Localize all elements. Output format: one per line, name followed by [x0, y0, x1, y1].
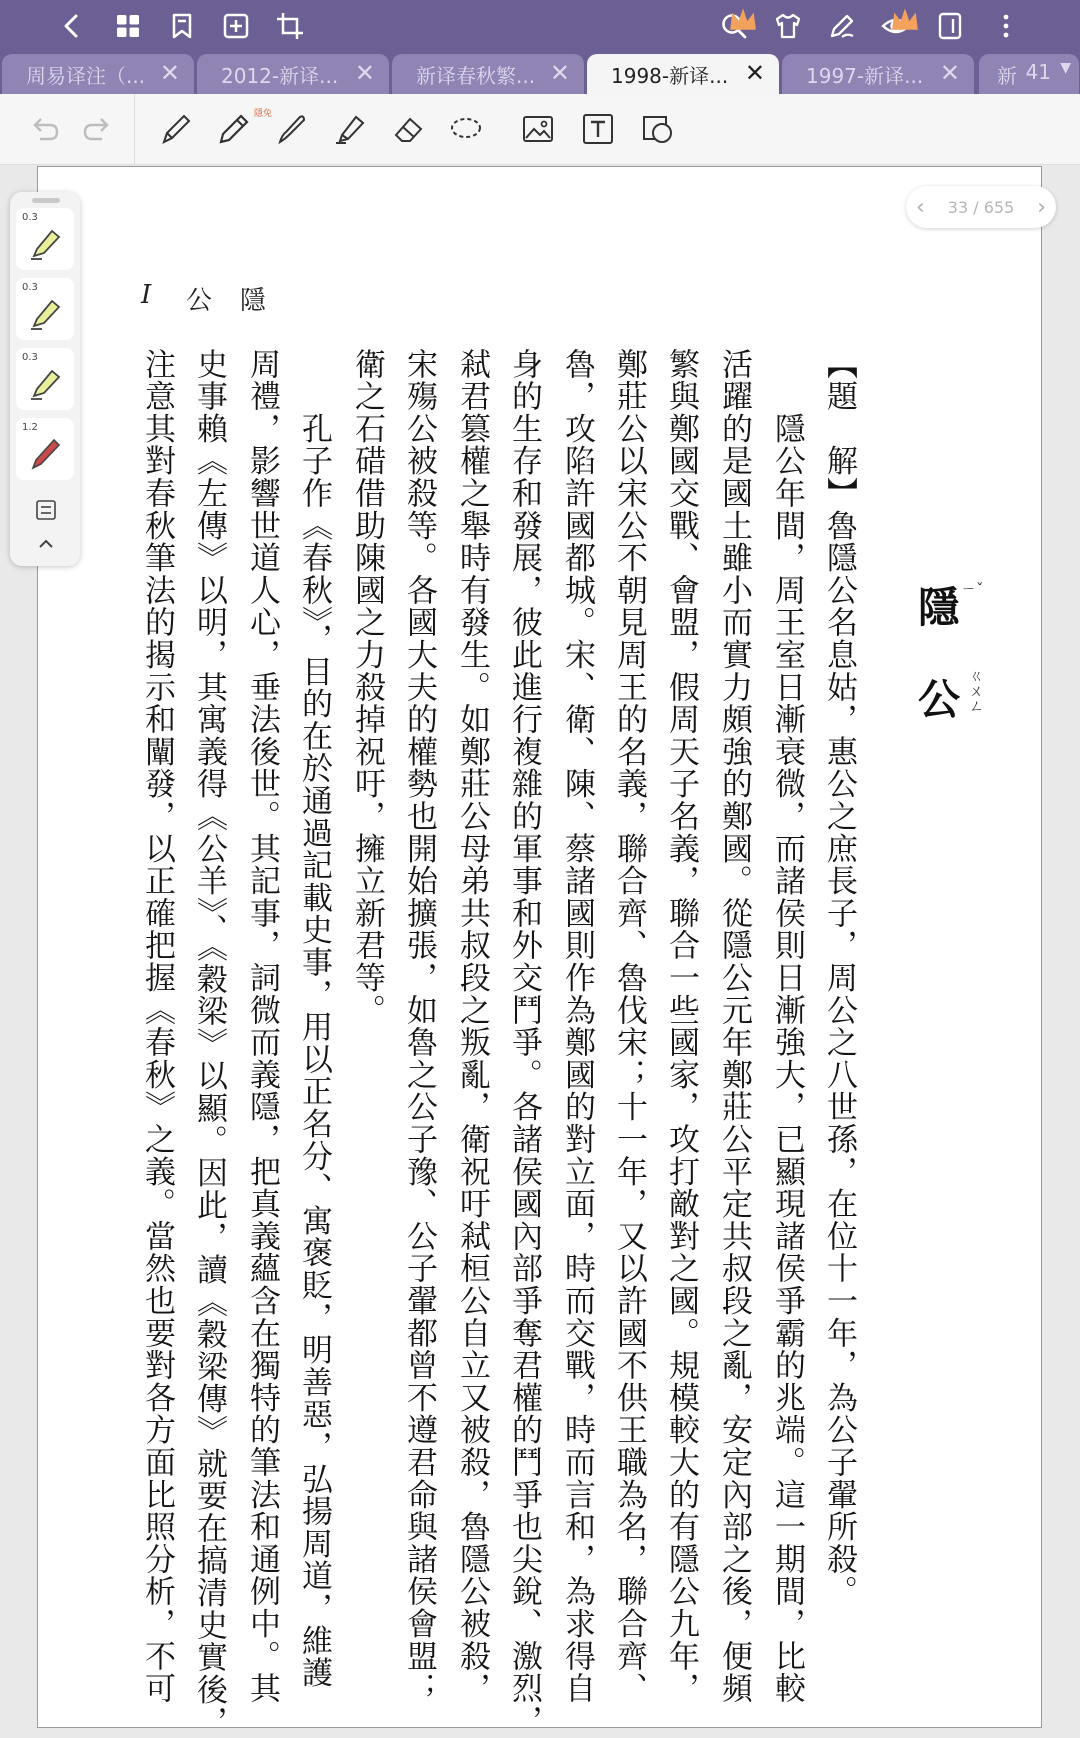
preset-highlighter-3[interactable] [16, 348, 74, 410]
drag-handle[interactable] [32, 198, 60, 203]
chapter-title-char: 公 [918, 675, 961, 724]
top-app-bar [0, 0, 1080, 52]
tab-document-6[interactable] [979, 54, 1079, 94]
preset-highlighter-2[interactable] [16, 278, 74, 340]
eye-icon[interactable] [876, 6, 916, 46]
tab-label: 1998-新译... [611, 63, 729, 88]
tab-label: 新 [997, 63, 1017, 88]
text-column: 【題 解】魯隱公名息姑，惠公之庶長子，周公之八世孫，在位十一年，為公子翬所殺。 [821, 348, 857, 1608]
bookmark-icon[interactable] [162, 6, 202, 46]
preset-highlighter-1[interactable] [16, 208, 74, 270]
text-column: 弒君篡權之舉時有發生。如鄭莊公母弟共叔段之叛亂，衛祝吁弒桓公自立又被殺，魯隱公被殺， [454, 348, 490, 1705]
tab-document-2[interactable] [197, 54, 389, 94]
running-title-char: 公 [186, 286, 213, 316]
text-column: 宋殤公被殺等。各國大夫的權勢也開始擴張，如魯之公子豫、公子翬都曾不遵君命與諸侯會盟； [401, 348, 437, 1705]
running-title-char: 隱 [240, 286, 267, 316]
panel-icon[interactable] [930, 6, 970, 46]
tab-label: 周易译注（... [26, 63, 146, 88]
text-column: 周禮，影響世道人心，垂法後世。其記事，詞微而義隱，把真義蘊含在獨特的筆法和通例中。其 [244, 348, 280, 1705]
text-column: 史事賴《左傳》以明，其寓義得《公羊》、《穀梁》以顯。因此，讀《穀梁傳》就要在搞清史實後， [191, 348, 227, 1738]
text-column: 孔子作《春秋》，目的在於通過記載史事，用以正名分、寓褒貶，明善惡，弘揚周道，維護 [296, 348, 332, 1690]
shapes-icon[interactable] [638, 109, 678, 149]
pen-draw-icon[interactable] [822, 6, 862, 46]
grid-icon[interactable] [108, 6, 148, 46]
pencil-badge: 隱免 [254, 109, 273, 119]
close-icon[interactable]: ✕ [939, 59, 960, 87]
close-icon[interactable]: ✕ [354, 59, 375, 87]
crown-icon [728, 4, 758, 34]
stroke-size-label: 1.2 [22, 422, 38, 433]
tab-document-5[interactable] [782, 54, 974, 94]
stroke-size-label: 0.3 [22, 212, 38, 223]
chapter-title-char: 隱 [918, 583, 961, 632]
pen-palette [10, 192, 80, 566]
toolbar-divider [134, 94, 135, 164]
close-icon[interactable]: ✕ [159, 59, 180, 87]
image-icon[interactable] [518, 109, 558, 149]
lasso-icon[interactable] [446, 109, 486, 149]
tab-count[interactable]: 41 [1025, 60, 1051, 84]
pen-settings-icon[interactable] [34, 498, 58, 522]
close-icon[interactable]: ✕ [549, 59, 570, 87]
search-icon[interactable] [714, 6, 754, 46]
drawing-toolbar [0, 94, 1080, 165]
tab-document-3[interactable] [392, 54, 584, 94]
crown-icon [890, 4, 920, 34]
eraser-icon[interactable] [388, 109, 428, 149]
brush-pen-icon[interactable] [272, 109, 312, 149]
text-column: 衛之石碏借助陳國之力殺掉祝吁，擁立新君等。 [349, 348, 385, 1027]
tab-label: 新译春秋繁... [416, 63, 536, 88]
chapter-title-ruby: ㄍㄨㄥ [967, 668, 985, 713]
page-indicator[interactable] [906, 186, 1056, 228]
shirt-icon[interactable] [768, 6, 808, 46]
fountain-pen-icon[interactable] [156, 109, 196, 149]
chevron-left-icon[interactable]: ‹ [916, 194, 925, 220]
crop-icon[interactable] [270, 6, 310, 46]
text-column: 魯，攻陷許國都城。宋、衛、陳、蔡諸國則作為鄭國的對立面，時而交戰，時而言和，為求得自 [559, 348, 595, 1705]
text-column: 注意其對春秋筆法的揭示和闡發，以正確把握《春秋》之義。當然也要對各方面比照分析，不可 [139, 348, 175, 1705]
stroke-size-label: 0.3 [22, 282, 38, 293]
running-page-number: I [141, 280, 152, 310]
highlighter-icon[interactable] [330, 109, 370, 149]
text-column: 身的生存和發展，彼此進行複雜的軍事和外交鬥爭。各諸侯國內部爭奪君權的鬥爭也尖銳、激烈， [506, 348, 542, 1737]
text-column: 鄭莊公以宋公不朝見周王的名義，聯合齊、魯伐宋；十一年，又以許國不供王職為名，聯合齊、 [611, 348, 647, 1705]
redo-icon[interactable] [78, 109, 118, 149]
page-number-text: 33 / 655 [947, 197, 1015, 217]
red-pen-icon [28, 432, 64, 472]
text-column: 繁與鄭國交戰、會盟，假周天子名義，聯合一些國家，攻打敵對之國。規模較大的有隱公九年， [663, 348, 699, 1705]
add-page-icon[interactable] [216, 6, 256, 46]
back-icon[interactable] [52, 6, 92, 46]
undo-icon[interactable] [24, 109, 64, 149]
tab-label: 1997-新译... [806, 63, 924, 88]
pencil-icon[interactable] [214, 109, 254, 149]
tab-bar [0, 52, 1080, 94]
tab-document-1[interactable] [2, 54, 194, 94]
preset-red-pen[interactable] [16, 418, 74, 480]
text-column: 隱公年間，周王室日漸衰微，而諸侯則日漸強大，已顯現諸侯爭霸的兆端。這一期間，比較 [769, 348, 805, 1705]
tab-document-4-active[interactable] [587, 54, 779, 94]
chapter-title-ruby: ㄧˇ [961, 580, 984, 598]
text-column: 活躍的是國土雖小而實力頗強的鄭國。從隱公元年鄭莊公平定共叔段之亂，安定內部之後，便頻 [716, 348, 752, 1705]
chevron-right-icon[interactable]: › [1037, 194, 1046, 220]
more-icon[interactable] [986, 6, 1026, 46]
chevron-up-icon[interactable] [34, 532, 58, 556]
text-box-icon[interactable] [578, 109, 618, 149]
highlighter-icon [28, 222, 64, 262]
highlighter-icon [28, 292, 64, 332]
highlighter-icon [28, 362, 64, 402]
tab-label: 2012-新译... [221, 63, 339, 88]
stroke-size-label: 0.3 [22, 352, 38, 363]
close-icon[interactable]: ✕ [744, 59, 765, 87]
chevron-down-icon[interactable]: ▼ [1060, 60, 1071, 76]
